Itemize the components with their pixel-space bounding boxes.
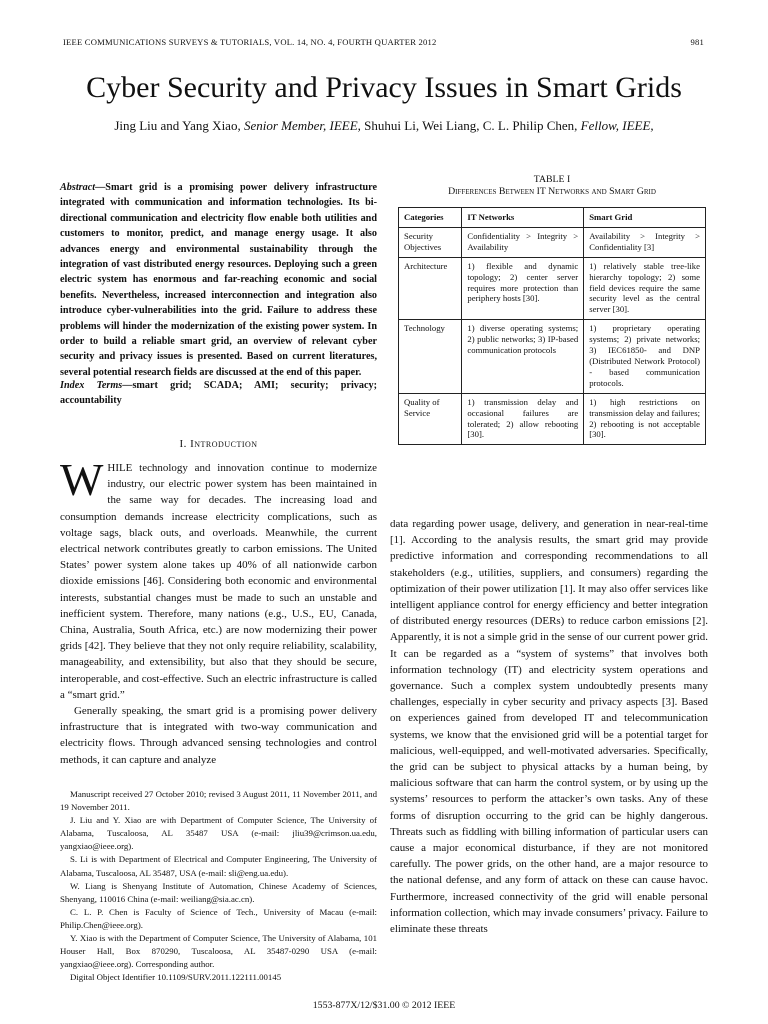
table-label: TABLE I <box>533 174 571 185</box>
table-header-it-networks: IT Networks <box>462 208 584 228</box>
table-cell: Technology <box>399 320 462 393</box>
table-cell: Confidentiality > Integrity > Availability <box>462 227 584 257</box>
intro-paragraph-2: Generally speaking, the smart grid is a promising power delivery infrastructure that is integrated with two-way communication and electricity flows. Through advanced sensing technologies and control methods, it can capture and analyze <box>60 705 377 766</box>
authors-part2: Shuhui Li, Wei Liang, C. L. Philip Chen, <box>364 118 578 133</box>
footnote-received: Manuscript received 27 October 2010; revised 3 August 2011, 11 November 2011, and 19 November 2011. <box>60 789 377 813</box>
table-cell: Quality of Service <box>399 393 462 445</box>
table-header-categories: Categories <box>399 208 462 228</box>
journal-header: IEEE COMMUNICATIONS SURVEYS & TUTORIALS, VOL. 14, NO. 4, FOURTH QUARTER 2012 <box>63 37 437 47</box>
footnote-xiao: Y. Xiao is with the Department of Computer Science, The University of Alabama, 101 Houser Hall, Box 870290, Tuscaloosa, AL 35487-0290 USA (e-mail: yangxiao@ieee.org). Corresponding author. <box>60 933 377 970</box>
table-header-row <box>399 208 706 228</box>
table-cell: Architecture <box>399 257 462 320</box>
introduction-text <box>60 454 377 768</box>
abstract-text: —Smart grid is a promising power delivery infrastructure integrated with communication and information technologies. Its bi-directional communication and electricity flow enable both utilities and customers to monitor, predict, and manage energy usage. It also advances energy and environmental sustainability through the integration of vast distributed energy resources. Deploying such a green electric system has enormous and far-reaching economic and social benefits. Nevertheless, increased interconnection and integration also introduce cyber-vulnerabilities into the grid. Failure to address these problems will hinder the modernization of the existing power system. In order to build a reliable smart grid, an overview of relevant cyber security and privacy issues is presented. Based on current literatures, several potential research fields are discussed at the end of this paper. <box>60 182 377 378</box>
copyright-footer: 1553-877X/12/$31.00 © 2012 IEEE <box>312 1000 456 1011</box>
table-cell: 1) flexible and dynamic topology; 2) center server requires more protection than periphery hosts [30]. <box>462 257 584 320</box>
table-cell: 1) proprietary operating systems; 2) private networks; 3) IEC61850- and DNP (Distributed Network Protocol) - based communication protocols. <box>584 320 706 393</box>
footnote-liang: W. Liang is Shenyang Institute of Automation, Chinese Academy of Sciences, Shenyang, 110016 China (e-mail: weiliang@sia.ac.cn). <box>60 880 377 904</box>
paper-title: Cyber Security and Privacy Issues in Smart Grids <box>86 71 682 104</box>
comparison-table <box>398 207 706 445</box>
footnotes <box>60 788 377 984</box>
right-column-text <box>390 516 708 937</box>
index-terms-lead: Index Terms <box>60 380 123 391</box>
table <box>398 207 706 445</box>
right-column-paragraph: data regarding power usage, delivery, and generation in near-real-time [1]. According to the analysis results, the smart grid may provide predictive information and corresponding recommendations to all stakeholders (e.g., utilities, suppliers, and consumers) regarding the optimization of their power utilization [1]. It may also offer services like intelligent appliance control for energy efficiency and better integration of distributed energy resources (DERs) to reduce carbon emissions [2]. Apparently, it is not a simple grid in the sense of our current power grid. It can be regarded as a “system of systems” that involves both information technology (IT) and electricity system operations and governance. Such a complex system undoubtedly presents many challenges, especially in cyber security and privacy aspects [3]. Based on experiences gained from developed IT and telecommunication systems, we know that the envisioned grid will be a potential target for malicious, well-equipped, and well-motivated adversaries. Specifically, the grid can be subject to physical attacks by a human being, by malicious software that can harm the control system, or by using up the systems’ resources to perform the attacker’s own tasks. Any of these forms of disruption occurring to the grid can be highly dangerous. Threats such as fiddling with billing information of particular users can cause a major economical disturbance, if they are not monitored carefully. The power grids, on the other hand, are a major resource to the national defense, and any form of attack on these can cause havoc. Furthermore, increased connectivity of the grid will enable personal information collection, which may invade consumers’ privacy. Failure to eliminate these threats <box>390 518 709 936</box>
footnote-doi: Digital Object Identifier 10.1109/SURV.2011.122111.00145 <box>70 972 282 983</box>
table-row <box>399 257 706 320</box>
table-row <box>399 227 706 257</box>
table-cell: 1) high restrictions on transmission delay and failures; 2) rebooting is not acceptable [30]. <box>584 393 706 445</box>
footnote-liu-xiao: J. Liu and Y. Xiao are with Department of Computer Science, The University of Alabama, Tuscaloosa, AL 35487 USA (e-mail: jliu39@crimson.ua.edu, yangxiao@ieee.org). <box>60 815 377 852</box>
drop-cap: W <box>60 454 104 505</box>
author-list <box>0 118 768 134</box>
section-heading <box>60 438 377 450</box>
table-cell: Security Objectives <box>399 227 462 257</box>
table-cell: 1) relatively stable tree-like hierarchy topology; 2) some field devices require the same security level as the central server [30]. <box>584 257 706 320</box>
index-terms <box>60 378 377 409</box>
table-cell: Availability > Integrity > Confidentiality [3] <box>584 227 706 257</box>
table-row <box>399 393 706 445</box>
authors-role2: Fellow, IEEE, <box>580 118 654 133</box>
page-number: 981 <box>690 37 704 47</box>
abstract-lead: Abstract <box>60 182 96 193</box>
table-header-smart-grid: Smart Grid <box>584 208 706 228</box>
table-row <box>399 320 706 393</box>
footnote-chen: C. L. P. Chen is Faculty of Science of Tech., University of Macau (e-mail: Philip.Chen@ieee.org). <box>60 906 377 930</box>
table-cell: 1) diverse operating systems; 2) public networks; 3) IP-based communication protocols <box>462 320 584 393</box>
table-caption: Differences Between IT Networks and Smart Grid <box>448 186 656 197</box>
abstract <box>60 180 377 380</box>
index-terms-text: —smart grid; SCADA; AMI; security; privacy; accountability <box>60 380 377 407</box>
section-title: Introduction <box>190 438 258 450</box>
authors-role1: Senior Member, IEEE, <box>243 118 361 133</box>
intro-paragraph-1 <box>60 454 377 703</box>
table-cell: 1) transmission delay and occasional failures are tolerated; 2) allow rebooting [30]. <box>462 393 584 445</box>
intro-para1-text: HILE technology and innovation continue to modernize industry, our electric power system has been maintained in the same way for decades. The increasing load and consumption demands increase electricity complications, such as voltage sags, black outs, and overloads. Meanwhile, the current electrical network contributes greatly to carbon emissions. The United States’ power system alone takes up 40% of all nationwide carbon dioxide emissions [46]. Considering both economic and environmental interests, substantial changes must be made to such an unstable and inefficient system. Therefore, many nations (e.g., U.S., EU, Canada, China, Australia, South Africa, etc.) are now modernizing their power grids [42]. They believe that they not only require reliability, scalability, manageability, and extensibility, but also that they should be secure, interoperable, and cost-effective. Such an electric infrastructure is called a “smart grid.” <box>60 462 377 701</box>
footnote-li: S. Li is with Department of Electrical and Computer Engineering, The University of Alabama, Tuscaloosa, AL 35487, USA (e-mail: sli@eng.ua.edu). <box>60 854 377 878</box>
section-number: I. <box>179 438 187 450</box>
authors-part1: Jing Liu and Yang Xiao, <box>114 118 241 133</box>
